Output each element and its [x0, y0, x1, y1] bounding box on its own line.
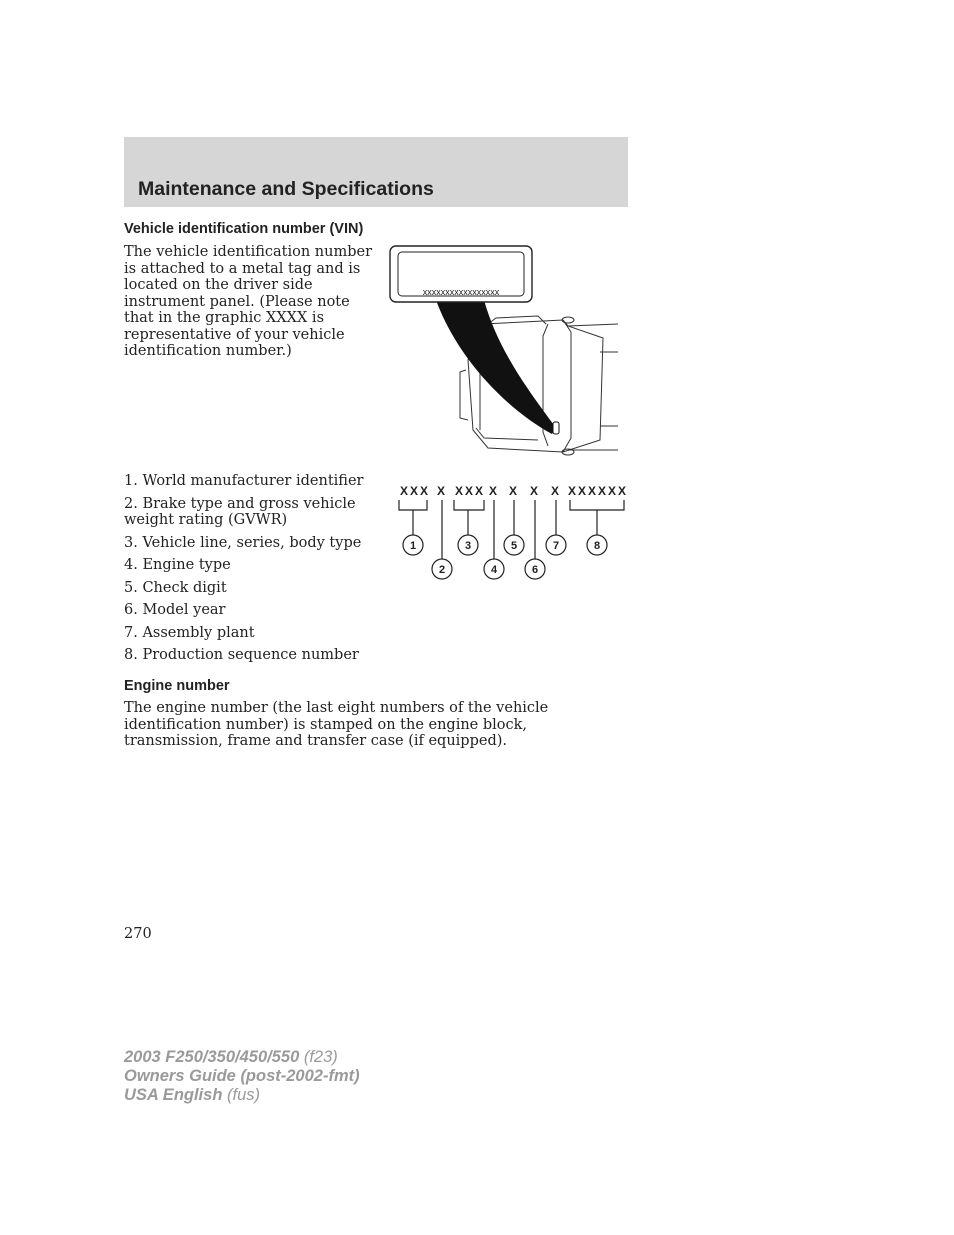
- legend-item: 3. Vehicle line, series, body type: [124, 534, 362, 551]
- vin-group-4: X: [488, 484, 500, 498]
- legend-item: 2. Brake type and gross vehicle weight rating (GVWR): [124, 495, 356, 528]
- callout-2: 2: [438, 564, 446, 576]
- vin-group-7: X: [550, 484, 562, 498]
- section-header-band: [124, 137, 628, 207]
- legend-item: 7. Assembly plant: [124, 624, 255, 641]
- callout-6: 6: [531, 564, 539, 576]
- vin-group-2: X: [436, 484, 448, 498]
- footer-guide: Owners Guide (post-2002-fmt): [124, 1067, 360, 1085]
- callout-3: 3: [464, 540, 472, 552]
- vin-tag-text: xxxxxxxxxxxxxxxxx: [422, 287, 500, 297]
- vin-group-5: X: [508, 484, 520, 498]
- vin-group-3: XXX: [454, 484, 486, 498]
- callout-4: 4: [490, 564, 498, 576]
- footer-model-code: (f23): [299, 1048, 338, 1066]
- footer-language-code: (fus): [222, 1086, 260, 1104]
- vin-group-8: XXXXXX: [567, 484, 629, 498]
- vin-legend-list: [124, 473, 374, 670]
- legend-item: 4. Engine type: [124, 557, 231, 573]
- page-number: 270: [124, 926, 152, 942]
- vin-group-1: XXX: [399, 484, 431, 498]
- footer-language: USA English: [124, 1086, 223, 1104]
- section-title: Maintenance and Specifications: [138, 178, 434, 200]
- engine-paragraph: The engine number (the last eight numbers of the vehicle identification number) is stamped on the engine block, transmission, frame and transfer case (if equipped).: [124, 700, 549, 749]
- vin-code-diagram: [395, 478, 630, 588]
- callout-7: 7: [552, 540, 560, 552]
- engine-heading: Engine number: [124, 678, 230, 694]
- vin-heading: Vehicle identification number (VIN): [124, 221, 364, 237]
- callout-8: 8: [593, 540, 601, 552]
- callout-1: 1: [409, 540, 417, 552]
- callout-5: 5: [510, 540, 518, 552]
- legend-item: 6. Model year: [124, 602, 226, 618]
- footer-model: 2003 F250/350/450/550: [124, 1048, 300, 1066]
- legend-item: 5. Check digit: [124, 579, 227, 596]
- legend-item: 8. Production sequence number: [124, 647, 359, 663]
- vin-location-illustration: [388, 240, 623, 462]
- vin-paragraph: The vehicle identification number is attached to a metal tag and is located on the driver side instrument panel. (Please note that in the graphic XXXX is representative of your vehicle identification number.): [124, 244, 373, 359]
- document-footer: [124, 1048, 360, 1105]
- legend-item: 1. World manufacturer identifier: [124, 473, 364, 489]
- vin-group-6: X: [529, 484, 541, 498]
